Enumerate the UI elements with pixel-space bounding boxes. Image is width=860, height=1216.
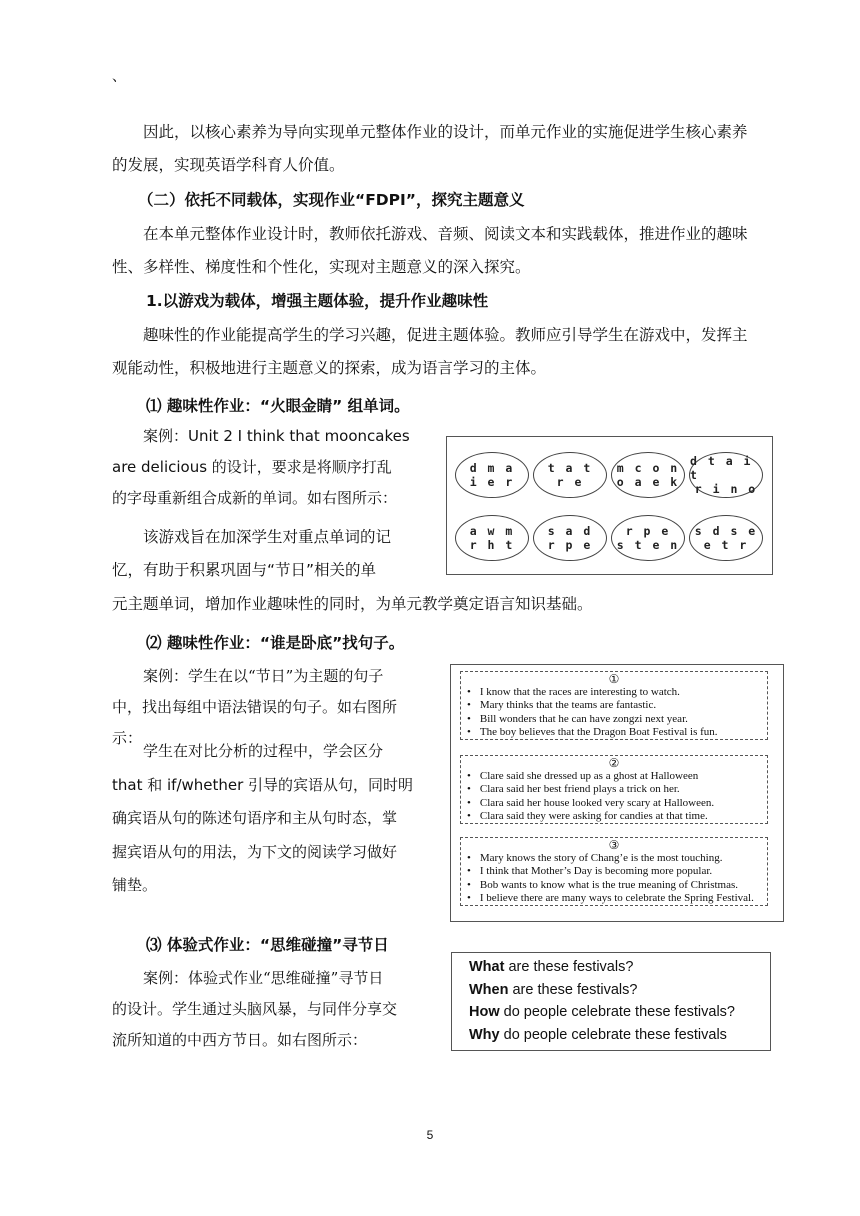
festival-questions-figure (451, 952, 771, 1051)
case-unit-title: Unit 2 I think that mooncakes (188, 427, 410, 445)
intro-paragraph: 因此，以核心素养为导向实现单元整体作业的设计，而单元作业的实施促进学生核心素养的发展，实现英语学科育人价值。 (112, 123, 748, 174)
sentence-item: • Bob wants to know what is the true meaning of Christmas. (461, 879, 767, 892)
case-line: 示： (112, 729, 143, 747)
explain-line: 铺垫。 (112, 876, 158, 894)
scrambled-word-oval (455, 452, 529, 498)
body-paragraph-2: 在本单元整体作业设计时，教师依托游戏、音频、阅读文本和实践载体，推进作业的趣味性、多样性、梯度性和个性化，实现对主题意义的深入探究。 (112, 225, 748, 276)
sentence-groups-figure (450, 664, 784, 922)
case-line: 案例：体验式作业“思维碰撞”寻节日 (143, 969, 384, 987)
explain-line: 确宾语从句的陈述句语序和主从句时态，掌 (112, 809, 398, 827)
question-rest: do people celebrate these festivals (499, 1026, 727, 1043)
word-puzzle-figure (446, 436, 773, 575)
festival-question (452, 956, 770, 979)
scrambled-word-oval (533, 515, 607, 561)
sentence-item: • Mary knows the story of Chang’e is the most touching. (461, 852, 767, 865)
scrambled-letters: m c o n (616, 461, 680, 475)
scrambled-word-oval (533, 452, 607, 498)
item-heading-2: ⑵ 趣味性作业：“谁是卧底”找句子。 (146, 634, 405, 652)
question-word: When (469, 981, 509, 998)
explain-line: 学生在对比分析的过程中，学会区分 (143, 742, 384, 760)
question-rest: are these festivals? (504, 959, 634, 975)
festival-question (452, 979, 770, 1002)
scrambled-word-oval (611, 515, 685, 561)
case-prefix: 案例： (143, 427, 189, 445)
explain-line: that 和 if/whether 引导的宾语从句，同时明 (112, 775, 414, 794)
page-number: 5 (426, 1128, 434, 1142)
case-text-3 (112, 963, 442, 1056)
item-heading-1: ⑴ 趣味性作业：“火眼金睛” 组单词。 (146, 397, 410, 415)
question-word: Why (469, 1026, 500, 1043)
subsection-heading-1: 1.以游戏为载体，增强主题体验，提升作业趣味性 (146, 292, 489, 310)
case-desc: 的设计，要求是将顺序打乱 (207, 458, 392, 476)
sentence-item: • Clara said her best friend plays a trick on her. (461, 783, 767, 796)
scrambled-letters: r p e (547, 538, 593, 552)
question-word: How (469, 1004, 500, 1020)
body-paragraph-3: 趣味性的作业能提高学生的学习兴趣，促进主题体验。教师应引导学生在游戏中，发挥主观能动性，积极地进行主题意义的探索，成为语言学习的主体。 (112, 326, 748, 377)
scrambled-word-oval (689, 515, 763, 561)
scrambled-letters: t a t (547, 461, 593, 475)
scrambled-letters: e t r (703, 538, 749, 552)
explain-text-1 (112, 521, 442, 587)
sentence-item: • Mary thinks that the teams are fantastic. (461, 699, 767, 712)
question-rest: do people celebrate these festivals? (499, 1004, 735, 1020)
scrambled-letters: r e (556, 475, 584, 489)
scrambled-letters: r h t (469, 538, 515, 552)
explain-line: 忆，有助于积累巩固与“节日”相关的单 (112, 561, 377, 579)
stray-mark: 、 (112, 69, 126, 85)
case-line: 中，找出每组中语法错误的句子。如右图所 (112, 698, 398, 716)
group-number: ① (608, 672, 620, 686)
case-desc-2: 的字母重新组合成新的单词。如右图所示： (112, 489, 398, 507)
scrambled-letters: r i n o (694, 482, 758, 496)
question-word: What (469, 959, 505, 975)
sentence-item: • Clara said her house looked very scary at Halloween. (461, 797, 767, 810)
sentence-item: • Clare said she dressed up as a ghost at Halloween (461, 770, 767, 783)
sentence-item: • Clara said they were asking for candies at that time. (461, 810, 767, 823)
sentence-item: • Bill wonders that he can have zongzi next year. (461, 713, 767, 726)
explain-text-2 (112, 735, 442, 903)
sentence-item: • I think that Mother’s Day is becoming more popular. (461, 865, 767, 878)
scrambled-letters: d m a (469, 461, 515, 475)
sentence-group (460, 671, 768, 740)
case-line: 的设计。学生通过头脑风暴，与同伴分享交 (112, 1000, 398, 1018)
scrambled-letters: a w m (469, 524, 515, 538)
festival-question (452, 1024, 770, 1047)
sentence-item: • I know that the races are interesting to watch. (461, 686, 767, 699)
scrambled-letters: o a e k (616, 475, 680, 489)
explain-line: 该游戏旨在加深学生对重点单词的记 (143, 528, 392, 546)
scrambled-letters: s d s e (694, 524, 758, 538)
sentence-group (460, 837, 768, 906)
festival-question (452, 1001, 770, 1024)
case-unit-title-cont: are delicious (112, 458, 208, 476)
item-heading-3: ⑶ 体验式作业：“思维碰撞”寻节日 (146, 936, 389, 954)
section-heading-2: （二）依托不同载体，实现作业“FDPI”，探究主题意义 (138, 191, 525, 209)
case-text-1 (112, 421, 442, 514)
group-number: ③ (608, 838, 620, 852)
question-rest: are these festivals? (508, 981, 638, 998)
scrambled-letters: s a d (547, 524, 593, 538)
case-line: 案例：学生在以“节日”为主题的句子 (143, 667, 384, 685)
sentence-group (460, 755, 768, 824)
scrambled-letters: i e r (469, 475, 515, 489)
scrambled-word-oval (689, 452, 763, 498)
explain-line: 握宾语从句的用法，为下文的阅读学习做好 (112, 842, 398, 861)
scrambled-word-oval (455, 515, 529, 561)
scrambled-letters: s t e n (616, 538, 680, 552)
sentence-item: • I believe there are many ways to celebrate the Spring Festival. (461, 892, 767, 905)
case-line: 流所知道的中西方节日。如右图所示： (112, 1031, 368, 1049)
explain-line-full: 元主题单词，增加作业趣味性的同时，为单元教学奠定语言知识基础。 (112, 595, 593, 613)
group-number: ② (608, 756, 620, 770)
scrambled-word-oval (611, 452, 685, 498)
sentence-item: • The boy believes that the Dragon Boat Festival is fun. (461, 726, 767, 739)
scrambled-letters: r p e (625, 524, 671, 538)
scrambled-letters: d t a i t (690, 454, 753, 482)
